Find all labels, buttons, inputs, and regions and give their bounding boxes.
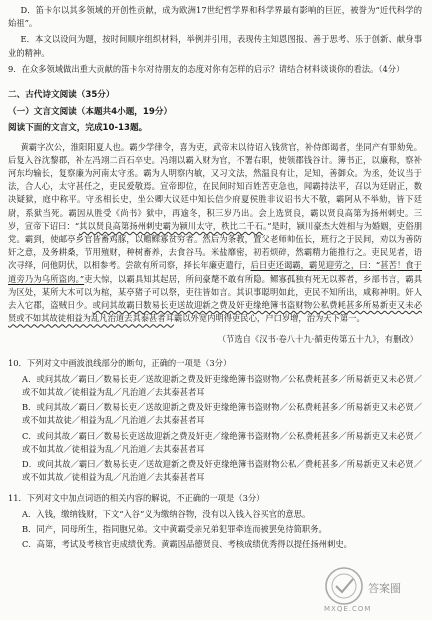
passage-wavy-underline-2: 或问其故霸曰数易长吏送故迎新之费及奸吏缘绝簿书盗财物公私费耗甚多所易新吏又未必贤或不如其故徒相益为乱凡治道去其泰甚者耳	[8, 300, 422, 324]
question-11-stem: 11．下列对文中加点词语的相关内容的解说，不正确的一项是（3分）	[8, 492, 265, 503]
passage-part-3: 吏大惊，以霸具知其起居，所问豪氂不敢有所隐。鳏寡孤独有死无以葬者，乡部书言，霸具为区处，某所大木可以为棺，某亭猪子可以祭，吏往皆如言。其识事聪明如此，吏民不知所出，咸称神明。奸人去入它郡，盗贼日少。	[8, 273, 422, 311]
watermark-subtext: MXQE.COM	[324, 605, 372, 613]
question-10-option-c: C．或问其故／霸曰／数易长吏送故迎新之费及奸吏／缘绝簿书盗财物／公私费耗甚多／所易新吏又未必贤／或不如其故／徒相益为乱／凡治道／去其泰甚者耳	[22, 430, 422, 454]
question-11-option-c: C．高第，考试及考核官吏成绩优秀。黄霸因品德贤良、考核成绩优秀得以提任扬州刺史。	[22, 539, 352, 550]
question-11-option-a: A．入钱，缴纳钱财，下文“入谷”义为缴纳谷物，没有以入钱入谷买官的意思。	[22, 508, 311, 519]
question-10-option-a: A．或问其故／霸曰／数易长吏／送故迎新之费及奸吏缘绝簿书盗财物／公私费耗甚多／所易新吏又未必贤／或不如其故／徒相益为乱／凡治道／去其泰甚者耳	[22, 373, 422, 398]
passage-underline-1: 后日吏还谒霸，霸见迎劳之，曰：“甚苦！食于道旁乃为乌所盗肉。”	[8, 260, 422, 284]
watermark-stamp-icon	[318, 564, 426, 614]
watermark-logo	[318, 564, 426, 614]
question-10-option-b: B．或问其故／霸曰／数易长吏／送故迎新之费及奸吏缘绝簿书盗财物／公私费耗甚多／所易新吏又未必贤／或不如其故徒／相益为乱／凡治道／去其泰甚者耳	[22, 402, 422, 426]
passage-source: （节选自《汉书·卷八十九·循吏传第五十九》，有删改）	[217, 334, 418, 345]
section-2-title: 二、古代诗文阅读（35分）	[8, 90, 115, 101]
reading-instruction: 阅读下面的文言文，完成10-13题。	[8, 123, 148, 134]
question-9: 9．在众多领域做出重大贡献的笛卡尔对待朋友的态度对你有怎样的启示？请结合材料谈谈你的看法。（4分）	[8, 63, 405, 74]
passage-wavy-underline-1: 其以贤良高第扬州刺史霸为颍川太守，秩比二千石	[79, 220, 264, 231]
question-11-option-b: B．同产，同母所生，指同胞兄弟。文中黄霸受亲兄弟犯罪牵连而被罢免待简职务。	[22, 523, 327, 534]
passage-part-1: 黄霸字次公，淮阳阳夏人也。霸少学律令，喜为吏，武帝末以待诏入钱赏官，补侍郎谒者，坐同产有罪劾免。后复入谷沈黎郡，补左冯翊二百石卒史。冯翊以霸入财为官，不署右职，使领郡钱谷计。簿书正，以廉称，察补河东均输长，复察廉为河南太守丞。霸为人明察内敏，又习文法，然温良有让，足知，善御众。为丞，处议当于法，合人心，太守甚任之，吏民爱敬焉。宣帝即位，在民间时知百姓苦吏急也，闻霸持法平，召以为廷尉正，数决疑狱，庭中称平。守丞相长史，坐公卿大议廷中知长信少府夏侯胜非议诏书大不敬，霸阿从不举劾，皆下廷尉，系狱当死。霸因从胜受《尚书》狱中，再逾冬，积三岁乃出。会上选贤良，霸以贤良高第为扬州刺史。三岁，宣帝下诏曰：“	[8, 141, 422, 231]
passage-part-4: 霸以外宽内明得吏民心，户口岁增，治为天下第一。	[173, 313, 365, 324]
question-10-stem: 10．下列对文中画波浪线部分的断句，正确的一项是（3分）	[8, 357, 232, 368]
subsection-1-title: （一）文言文阅读（本题共4小题，19分）	[8, 107, 173, 118]
option-e-text: E．本文以设问为题，按时间顺序组织材料，举例并引用，表现传主知恩图报、善于思考、乐于创新、献身事业的精神。	[8, 34, 422, 58]
watermark-text: 答案圈	[368, 582, 401, 595]
passage-part-2: 。”是时，颍川豪杰大姓相与为婚姻，吏俗朋党。霸到，使邮亭乡官皆畜鸡豚，以赡鳏寡贫穷者。然后为条教，置父老师帅伍长，班行之于民间，劝以为善防奸之意，及务耕桑，节用殖财，种树畜养，去食谷马。米盐靡密，初若烦碎，然霸精力能推行之。吏民见者，语次寻绎，问他阴伏，以相参考。尝欲有所司察，择长年廉吏遣行，	[8, 220, 423, 271]
option-d-text: D．笛卡尔以其多领域的开创性贡献，成为欧洲17世纪哲学界和科学界最有影响的巨匠，被誉为“近代科学的始祖”。	[8, 5, 422, 29]
classical-passage	[8, 141, 422, 326]
question-10-option-d: D．或问其故／霸曰／数易长吏／送故迎新之费及奸吏缘绝簿书盗财物公私／费耗甚多／所易新吏又未必贤／或不如其故／徒相益为乱／凡治道／去其泰甚者耳	[22, 459, 422, 483]
